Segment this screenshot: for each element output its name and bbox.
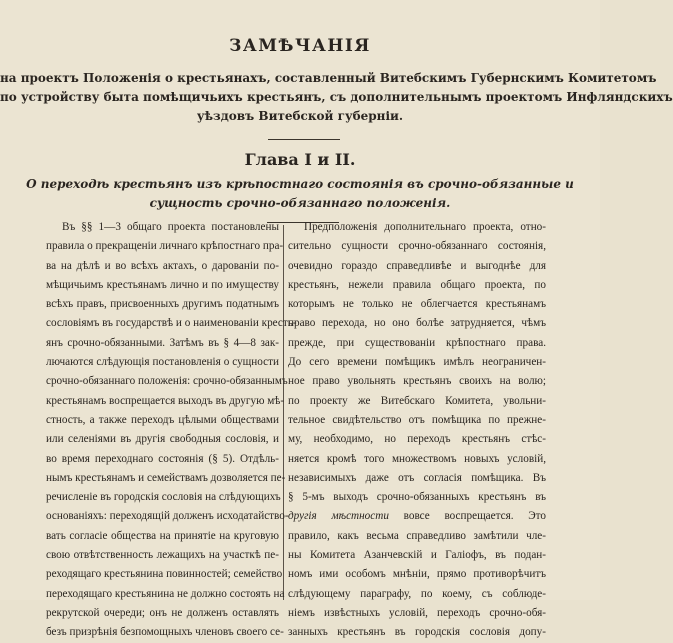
left-column-line: срочно-обязаннаго положенія: срочно-обязаннымъ (46, 375, 288, 388)
left-column-line: правила о прекращеніи личнаго крѣпостнаго пра- (46, 240, 284, 253)
left-column-line: или селеніями въ другія свободныя сословія, и (46, 433, 279, 446)
right-column-line: которымъ не только не облегчается крестьянамъ (288, 298, 546, 311)
right-column-line: ное право увольнять крестьянъ своихъ на волю; (288, 375, 546, 388)
left-column-line: нымъ крестьянамъ и семействамъ дозволяется пе- (46, 471, 286, 484)
right-column-line: § 5-мъ выходъ срочно-обязанныхъ крестьянъ въ (288, 491, 546, 504)
left-column-line: вать согласіе общества на принятіе на круговую (46, 529, 279, 542)
right-column-line: сительно сущности срочно-обязаннаго состоянія, (288, 240, 546, 253)
right-column-line: До сего времени помѣщикъ имѣлъ неограничен- (288, 356, 546, 369)
left-column-line: лючаются слѣдующія постановленія о сущности (46, 356, 279, 369)
left-column-line: рекрутской очереди; онъ не долженъ оставлять (46, 606, 279, 619)
left-column-line: свою отвѣтственность лежащихъ на участкѣ пе- (46, 549, 279, 562)
left-column-line: мѣщичьимъ крестьянамъ лично и по имуществу (46, 278, 279, 291)
chapter-subtitle-line-2: сущность срочно-обязаннаго положенія. (149, 196, 451, 210)
right-column-line: крестьянъ, нежели правила общаго проекта, по (288, 278, 546, 291)
right-column-line: слѣдующему параграфу, по коему, съ соблюде- (288, 587, 546, 600)
chapter-subtitle-line-1: О переходѣ крестьянъ изъ крѣпостнаго состоянія въ срочно-обязанные и (26, 177, 574, 191)
left-column (46, 218, 297, 643)
right-column-line: очевидно гораздо справедливѣе и выгоднѣе для (288, 259, 546, 272)
right-column-line: правило, какъ весьма справедливо замѣтили чле- (288, 529, 546, 542)
left-column-line: Въ §§ 1—3 общаго проекта постановлены (62, 221, 279, 233)
left-column-line: сословіямъ въ государствѣ и о наименованіи кресть- (46, 317, 297, 330)
left-column-line: безъ призрѣнія безпомощныхъ членовъ своего се- (46, 626, 284, 639)
right-column-line: независимыхъ даже отъ согласія помѣщика. Въ (288, 471, 546, 484)
left-column-line: переходящаго крестьянина не должно состоять на (46, 587, 285, 600)
right-column-line: прежде, при существованіи крѣпостнаго права. (288, 336, 546, 349)
chapter-heading: Глава I и II. (244, 150, 356, 169)
left-column-line: всѣхъ правъ, присвоенныхъ другимъ податнымъ (46, 298, 279, 311)
left-column-line: во время переходнаго состоянія (§ 5). Отдѣль- (46, 452, 279, 465)
subtitle-line-3: уѣздовъ Витебской губерніи. (196, 109, 404, 123)
right-column-line: ны Комитета Азанчевскій и Галіофъ, въ подан- (288, 549, 546, 562)
title-rule (268, 139, 340, 140)
right-column-line: няется кромѣ того множествомъ новыхъ условій, (288, 452, 546, 465)
subtitle-line-2: по устройству быта помѣщичьихъ крестьянъ, съ дополнительнымъ проектомъ Инфляндскихъ (0, 90, 673, 104)
left-column-line: основаніяхъ: переходящій долженъ исходатайство- (46, 510, 289, 523)
right-column-line: номъ ими особомъ мнѣніи, прямо противорѣчитъ (288, 568, 546, 581)
right-column-line: ніемъ извѣстныхъ условій, переходъ срочно-обя- (288, 606, 546, 619)
right-column-line: занныхъ крестьянъ въ городскія сословія допу- (288, 626, 546, 639)
left-column-line: крестьянамъ воспрещается выходъ въ другую мѣ- (46, 394, 285, 407)
left-column-line: стность, а также переходъ цѣлыми обществами (46, 413, 279, 426)
right-column-line: тельное свидѣтельство отъ помѣщика по прежне- (288, 413, 546, 426)
left-column-line: реходящаго крестьянина повинностей; семейство (46, 568, 283, 581)
left-column-line: ва на дѣлѣ и во всѣхъ актахъ, о дарованіи по- (46, 259, 279, 272)
subtitle-line-1: на проектъ Положенія о крестьянахъ, составленный Витебскимъ Губернскимъ Комитетомъ (0, 71, 657, 85)
right-column (288, 218, 546, 643)
document-title: ЗАМѢЧАНІЯ (229, 36, 371, 56)
right-column-line: по проекту же Витебскаго Комитета, увольни- (288, 394, 546, 407)
right-column-line: право перехода, но оно болѣе затрудняется, чѣмъ (288, 317, 546, 330)
right-column-line: другія мѣстности вовсе воспрещается. Это (288, 510, 546, 523)
right-column-line: Предположенія дополнительнаго проекта, отно- (304, 221, 546, 233)
column-divider (283, 225, 284, 600)
left-column-line: речисленіе въ городскія сословія на слѣдующихъ (46, 491, 281, 504)
right-column-line: му, необходимо, но переходъ крестьянъ стѣс- (288, 433, 546, 446)
left-column-line: янъ срочно-обязанными. Затѣмъ въ § 4—8 зак- (46, 336, 279, 349)
